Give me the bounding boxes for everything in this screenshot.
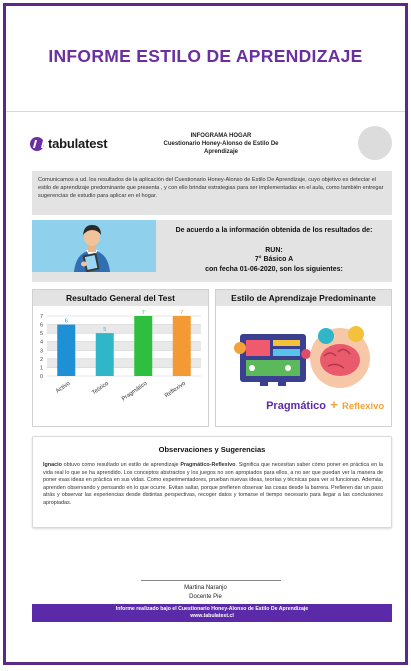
x-tick-label: Reflexivo bbox=[163, 380, 187, 400]
reflexive-icon bbox=[310, 326, 370, 388]
brand-logo bbox=[30, 136, 107, 151]
banner-course: 7° Básico A bbox=[254, 256, 294, 263]
y-tick-label: 2 bbox=[39, 356, 43, 363]
results-panel-title: Resultado General del Test bbox=[33, 290, 208, 306]
observations-text-b: . Significa que necesitan saber cómo poner en práctica en la vida real lo que se ha aprendido. Los conceptos abstractos y los juegos no son apropiados para ellos, a no ser que puedan ver la manera de poner esas ideas en práctica en sus vidas. Como experimentadores, prueban nuevas ideas, teorías y técnicas para ver si funcionan. Además, aprenden observando y pensando en lo que ocurre. Evitan saltar, porque prefieren observar las cosas desde la barrera. Prefieren dar un paso atrás y observar las experiencias desde distintas perspectivas, recoger datos y tomarse el tiempo necesario para llegar a las conclusiones apropiadas. bbox=[43, 462, 383, 506]
style-label-1: Pragmático bbox=[266, 400, 326, 412]
teacher-role: Docente Pie bbox=[189, 594, 222, 600]
report-title: INFORME ESTILO DE APRENDIZAJE bbox=[48, 46, 363, 66]
bar bbox=[57, 325, 75, 376]
bar bbox=[173, 316, 191, 376]
student-name: Ignacio bbox=[43, 462, 62, 468]
person-with-tablet-icon bbox=[32, 220, 156, 272]
y-tick-label: 5 bbox=[39, 331, 43, 338]
data-label: 7 bbox=[141, 310, 145, 316]
y-tick-label: 3 bbox=[39, 348, 43, 355]
data-label: 5 bbox=[103, 327, 107, 334]
observations-card bbox=[32, 436, 392, 528]
teacher-name: Martina Naranjo bbox=[184, 585, 227, 591]
y-tick-label: 7 bbox=[39, 314, 43, 320]
observations-title: Observaciones y Sugerencias bbox=[158, 445, 266, 454]
infographic-subtitle: Cuestionario Honey-Alonso de Estilo De Aprendizaje bbox=[163, 141, 279, 155]
style-label-2: Reflexivo bbox=[342, 401, 385, 412]
x-tick-label: Activo bbox=[55, 380, 72, 395]
signature-block bbox=[6, 584, 405, 602]
y-tick-label: 4 bbox=[39, 339, 43, 346]
observations-text-a: obtuvo como resultado un estilo de aprendizaje bbox=[61, 462, 181, 468]
student-photo-placeholder bbox=[358, 126, 392, 160]
style-plus: + bbox=[330, 397, 338, 412]
x-tick-label: Pragmático bbox=[120, 380, 149, 403]
infographic-title: INFOGRAMA HOGAR bbox=[190, 133, 252, 139]
pragmatic-icon bbox=[234, 334, 311, 386]
y-tick-label: 6 bbox=[39, 322, 43, 329]
banner-run: RUN: bbox=[265, 246, 283, 254]
learning-style: Pragmático-Reflexivo bbox=[180, 462, 236, 468]
signature-line bbox=[141, 580, 281, 581]
style-panel bbox=[215, 289, 392, 427]
student-info-text bbox=[156, 226, 392, 274]
banner-date: con fecha 01-06-2020, son los siguientes: bbox=[205, 265, 343, 273]
report-page bbox=[3, 3, 408, 665]
data-label: 6 bbox=[64, 318, 68, 325]
y-tick-label: 1 bbox=[39, 365, 43, 372]
x-tick-label: Teórico bbox=[91, 380, 110, 397]
results-panel bbox=[32, 289, 209, 427]
infographic-caption bbox=[156, 132, 286, 156]
title-divider bbox=[6, 111, 405, 112]
y-tick-label: 0 bbox=[39, 374, 43, 380]
footer-text: Informe realizado bajo el Cuestionario Honey-Alonso de Estilo De Aprendizaje bbox=[115, 606, 309, 612]
observations-text bbox=[43, 462, 383, 508]
banner-line-1: De acuerdo a la información obtenida de los resultados de: bbox=[175, 227, 373, 234]
intro-paragraph: Comunicamos a ud. los resultados de la aplicación del Cuestionario Honey-Alonso de Estilo De Aprendizaje, cuyo objetivo es detectar el estilo de aprendizaje predominante que presenta , y con ello brindar estrategias para ser implementadas en el aula, como también entregar sugerencias de estudio para aplicar en el hogar. bbox=[32, 171, 392, 215]
report-footer bbox=[32, 604, 392, 622]
student-info-banner bbox=[32, 220, 392, 282]
tabulatest-logo-icon bbox=[30, 137, 44, 151]
results-bar-chart bbox=[33, 306, 208, 426]
logo-text: tabulatest bbox=[48, 136, 108, 151]
data-label: 7 bbox=[180, 310, 184, 316]
footer-website: www.tabulatest.cl bbox=[190, 613, 234, 619]
style-illustration bbox=[216, 306, 391, 426]
bar bbox=[96, 333, 114, 376]
bar bbox=[134, 316, 152, 376]
style-panel-title: Estilo de Aprendizaje Predominante bbox=[216, 290, 391, 306]
student-illustration bbox=[32, 220, 156, 272]
